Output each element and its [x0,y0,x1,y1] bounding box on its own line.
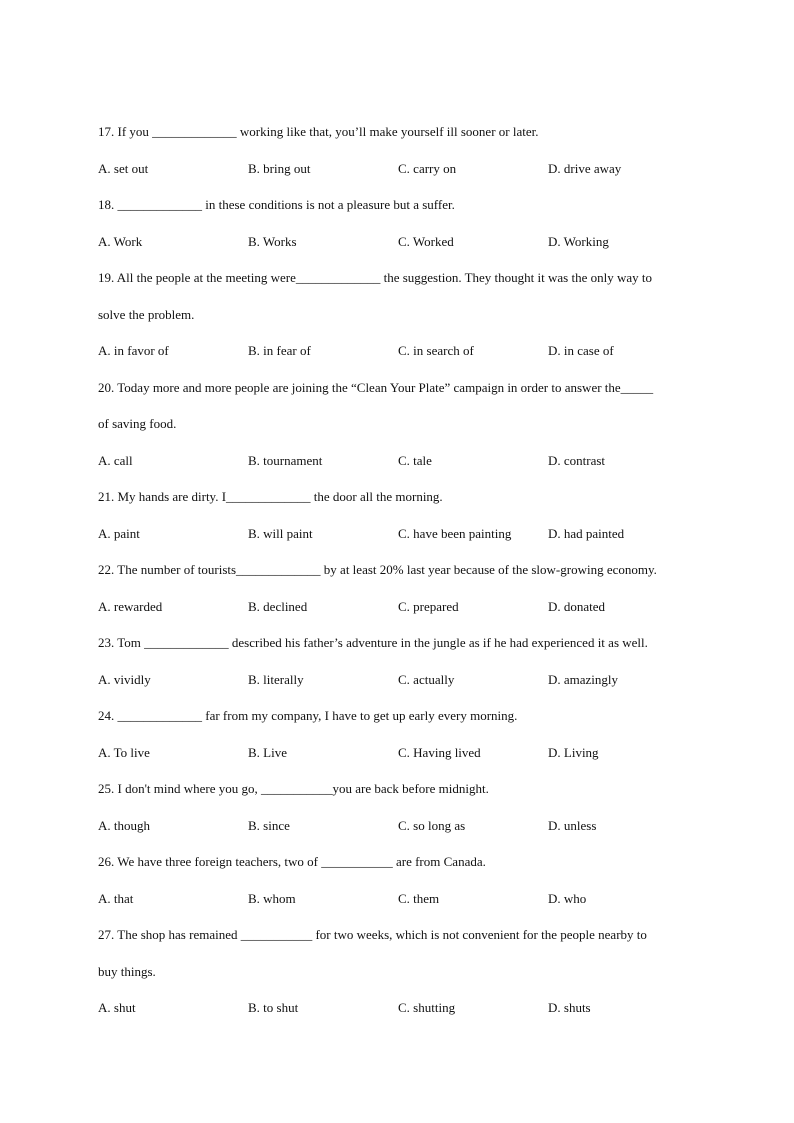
answer-option-a: A. vividly [98,671,151,687]
question-stem-continuation [98,406,698,443]
answer-option-c: C. tale [398,452,432,468]
answer-options [98,990,698,1027]
answer-option-d: D. who [548,890,587,906]
question-block [98,552,698,625]
question-text: Tom _____________ described his father’s adventure in the jungle as if he had experienced it as well. [117,635,648,650]
answer-option-d: D. had painted [548,525,625,541]
question-block [98,114,698,187]
answer-options [98,735,698,772]
question-stem [98,625,698,662]
answer-option-d: D. shuts [548,1000,591,1016]
answer-options [98,808,698,845]
answer-option-b: B. whom [248,890,296,906]
answer-options [98,589,698,626]
answer-options [98,662,698,699]
answer-options [98,224,698,261]
answer-option-b: B. in fear of [248,343,311,359]
question-text: Today more and more people are joining the “Clean Your Plate” campaign in order to answer the_____ [117,379,654,395]
question-text: All the people at the meeting were_____________ the suggestion. They thought it was the only way to [116,270,652,285]
answer-option-d: D. contrast [548,452,606,468]
question-number: 21. [98,489,115,504]
question-text: of saving food. [98,416,177,431]
answer-option-a: A. rewarded [98,598,163,614]
question-text: _____________ far from my company, I have to get up early every morning. [117,708,518,723]
question-stem [98,698,698,735]
question-block [98,187,698,260]
question-text: The number of tourists_____________ by at least 20% last year because of the slow-growing economy. [117,562,657,577]
question-block [98,771,698,844]
question-number: 25. [98,781,115,796]
answer-options [98,516,698,553]
answer-option-b: B. will paint [248,525,313,541]
answer-option-b: B. tournament [248,452,323,468]
question-number: 27. [98,927,115,942]
question-number: 26. [98,854,115,869]
answer-option-a: A. that [98,890,134,906]
question-stem [98,917,698,954]
answer-option-c: C. have been painting [398,525,512,541]
answer-option-d: D. in case of [548,343,614,359]
question-block [98,479,698,552]
question-stem [98,370,698,407]
question-text: I don't mind where you go, ___________you are back before midnight. [117,781,489,796]
answer-option-c: C. shutting [398,1000,456,1016]
question-text: If you _____________ working like that, you’ll make yourself ill sooner or later. [117,124,539,139]
answer-option-b: B. to shut [248,1000,299,1016]
question-text: We have three foreign teachers, two of ___________ are from Canada. [117,854,486,869]
answer-options [98,151,698,188]
answer-option-a: A. shut [98,1000,136,1016]
question-text: solve the problem. [98,306,195,322]
answer-option-c: C. Having lived [398,744,481,760]
answer-option-c: C. in search of [398,343,474,359]
answer-option-a: A. in favor of [98,343,169,359]
answer-options [98,333,698,370]
question-block [98,917,698,1027]
question-block [98,844,698,917]
question-stem [98,479,698,516]
answer-option-c: C. Worked [398,233,454,249]
answer-option-b: B. bring out [248,160,311,176]
question-stem [98,187,698,224]
question-number: 20. [98,379,115,395]
answer-option-b: B. Live [248,744,287,760]
question-number: 17. [98,124,115,139]
answer-options [98,881,698,918]
answer-option-a: A. paint [98,525,140,541]
answer-option-a: A. To live [98,744,150,760]
answer-option-d: D. unless [548,817,597,833]
answer-option-a: A. Work [98,233,143,249]
answer-option-b: B. literally [248,671,304,687]
question-block [98,370,698,480]
answer-option-d: D. Living [548,744,599,760]
answer-option-a: A. call [98,452,133,468]
answer-options [98,443,698,480]
answer-option-c: C. prepared [398,598,459,614]
question-stem-continuation [98,954,698,991]
question-block [98,260,698,370]
question-stem [98,552,698,589]
answer-option-a: A. set out [98,160,149,176]
question-text: buy things. [98,963,156,979]
answer-option-a: A. though [98,817,150,833]
answer-option-c: C. carry on [398,160,457,176]
question-stem [98,114,698,151]
question-stem-continuation [98,297,698,334]
question-text: _____________ in these conditions is not a pleasure but a suffer. [117,197,455,212]
question-number: 22. [98,562,115,577]
question-stem [98,260,698,297]
answer-option-d: D. donated [548,598,606,614]
answer-option-c: C. so long as [398,817,466,833]
answer-option-d: D. Working [548,233,609,249]
question-number: 24. [98,708,115,723]
answer-option-d: D. drive away [548,160,622,176]
question-list [98,114,698,1027]
question-block [98,698,698,771]
question-block [98,625,698,698]
answer-option-c: C. them [398,890,440,906]
question-text: My hands are dirty. I_____________ the door all the morning. [117,489,443,504]
answer-option-d: D. amazingly [548,671,619,687]
answer-option-c: C. actually [398,671,455,687]
question-text: The shop has remained ___________ for two weeks, which is not convenient for the people nearby to [117,927,647,942]
question-number: 19. [98,270,115,285]
answer-option-b: B. Works [248,233,297,249]
question-number: 23. [98,635,115,650]
question-stem [98,844,698,881]
question-stem [98,771,698,808]
question-number: 18. [98,197,115,212]
answer-option-b: B. declined [248,598,308,614]
answer-option-b: B. since [248,817,290,833]
